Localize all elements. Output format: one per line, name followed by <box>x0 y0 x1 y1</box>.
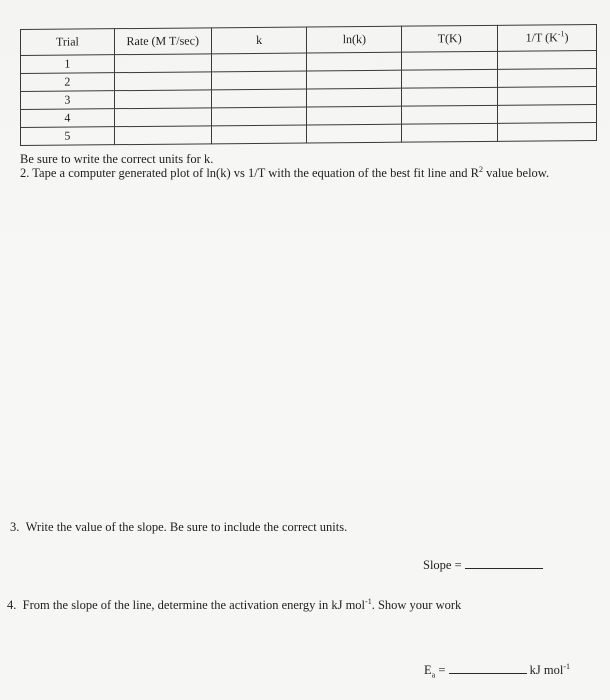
data-table <box>20 24 597 146</box>
question-2-text <box>32 166 549 180</box>
slope-answer <box>423 556 543 573</box>
rate-cell[interactable] <box>114 108 211 127</box>
ea-unit-sup: -1 <box>563 661 570 671</box>
temperature-cell[interactable] <box>402 87 498 106</box>
rate-cell[interactable] <box>114 72 211 91</box>
ea-equals: = <box>435 663 446 677</box>
lnk-cell[interactable] <box>307 52 402 71</box>
trial-number: 4 <box>21 109 115 128</box>
rate-cell[interactable] <box>114 90 211 109</box>
k-cell[interactable] <box>211 107 307 126</box>
slope-answer-blank[interactable] <box>465 556 543 569</box>
plot-attachment-area[interactable] <box>20 190 590 510</box>
question-4-body: From the slope of the line, determine the activation energy in kJ mol <box>22 598 366 612</box>
question-4-number: 4. <box>7 598 17 612</box>
inverse-temperature-cell[interactable] <box>498 50 597 69</box>
ea-unit <box>530 663 570 677</box>
trial-number: 5 <box>21 127 115 146</box>
k-cell[interactable] <box>211 71 307 90</box>
lnk-cell[interactable] <box>307 70 402 89</box>
units-note: Be sure to write the correct units for k. <box>20 152 214 166</box>
header-k: k <box>211 27 307 54</box>
ea-letter: E <box>424 663 432 677</box>
question-2-sup: 2 <box>478 164 483 174</box>
header-invt-text: 1/T (K <box>525 30 558 45</box>
k-cell[interactable] <box>211 89 307 108</box>
question-2-body: Tape a computer generated plot of ln(k) vs 1/T with the equation of the best fit line and R <box>32 166 479 180</box>
header-rate: Rate (M T/sec) <box>114 28 211 55</box>
slope-label: Slope = <box>423 558 462 572</box>
header-trial: Trial <box>21 29 115 56</box>
rate-cell[interactable] <box>114 54 211 73</box>
activation-energy-answer <box>424 661 570 678</box>
lnk-cell[interactable] <box>307 88 402 107</box>
trial-number: 1 <box>21 55 115 74</box>
rate-cell[interactable] <box>114 126 211 145</box>
inverse-temperature-cell[interactable] <box>498 104 597 123</box>
question-2-tail: value below. <box>482 166 550 180</box>
lnk-cell[interactable] <box>307 106 402 125</box>
k-cell[interactable] <box>211 125 307 144</box>
header-lnk: ln(k) <box>307 26 402 53</box>
ea-subscript: a <box>431 670 436 680</box>
question-4-sup: -1 <box>365 596 372 606</box>
header-temperature: T(K) <box>402 25 498 52</box>
inverse-temperature-cell[interactable] <box>498 122 597 141</box>
ea-label <box>424 663 446 680</box>
trial-number: 2 <box>21 73 115 92</box>
temperature-cell[interactable] <box>402 123 498 142</box>
ea-unit-text: kJ mol <box>529 663 564 677</box>
question-3-number: 3. <box>10 520 20 534</box>
question-4 <box>7 598 461 613</box>
question-2 <box>20 166 549 181</box>
inverse-temperature-cell[interactable] <box>498 68 597 87</box>
activation-energy-blank[interactable] <box>449 661 527 674</box>
question-3-text: Write the value of the slope. Be sure to include the correct units. <box>25 520 348 534</box>
table-row <box>21 122 597 145</box>
question-2-number: 2. <box>20 166 30 180</box>
trial-number: 3 <box>21 91 115 110</box>
header-invt-close: ) <box>564 30 569 45</box>
header-invt-sup: -1 <box>557 29 565 39</box>
temperature-cell[interactable] <box>402 69 498 88</box>
temperature-cell[interactable] <box>402 105 498 124</box>
k-cell[interactable] <box>211 53 307 72</box>
question-4-tail: . Show your work <box>371 598 462 612</box>
lnk-cell[interactable] <box>307 124 402 143</box>
inverse-temperature-cell[interactable] <box>498 86 597 105</box>
header-inverse-temperature <box>498 24 597 51</box>
question-3 <box>10 520 347 535</box>
question-4-text <box>23 598 462 612</box>
temperature-cell[interactable] <box>402 51 498 70</box>
